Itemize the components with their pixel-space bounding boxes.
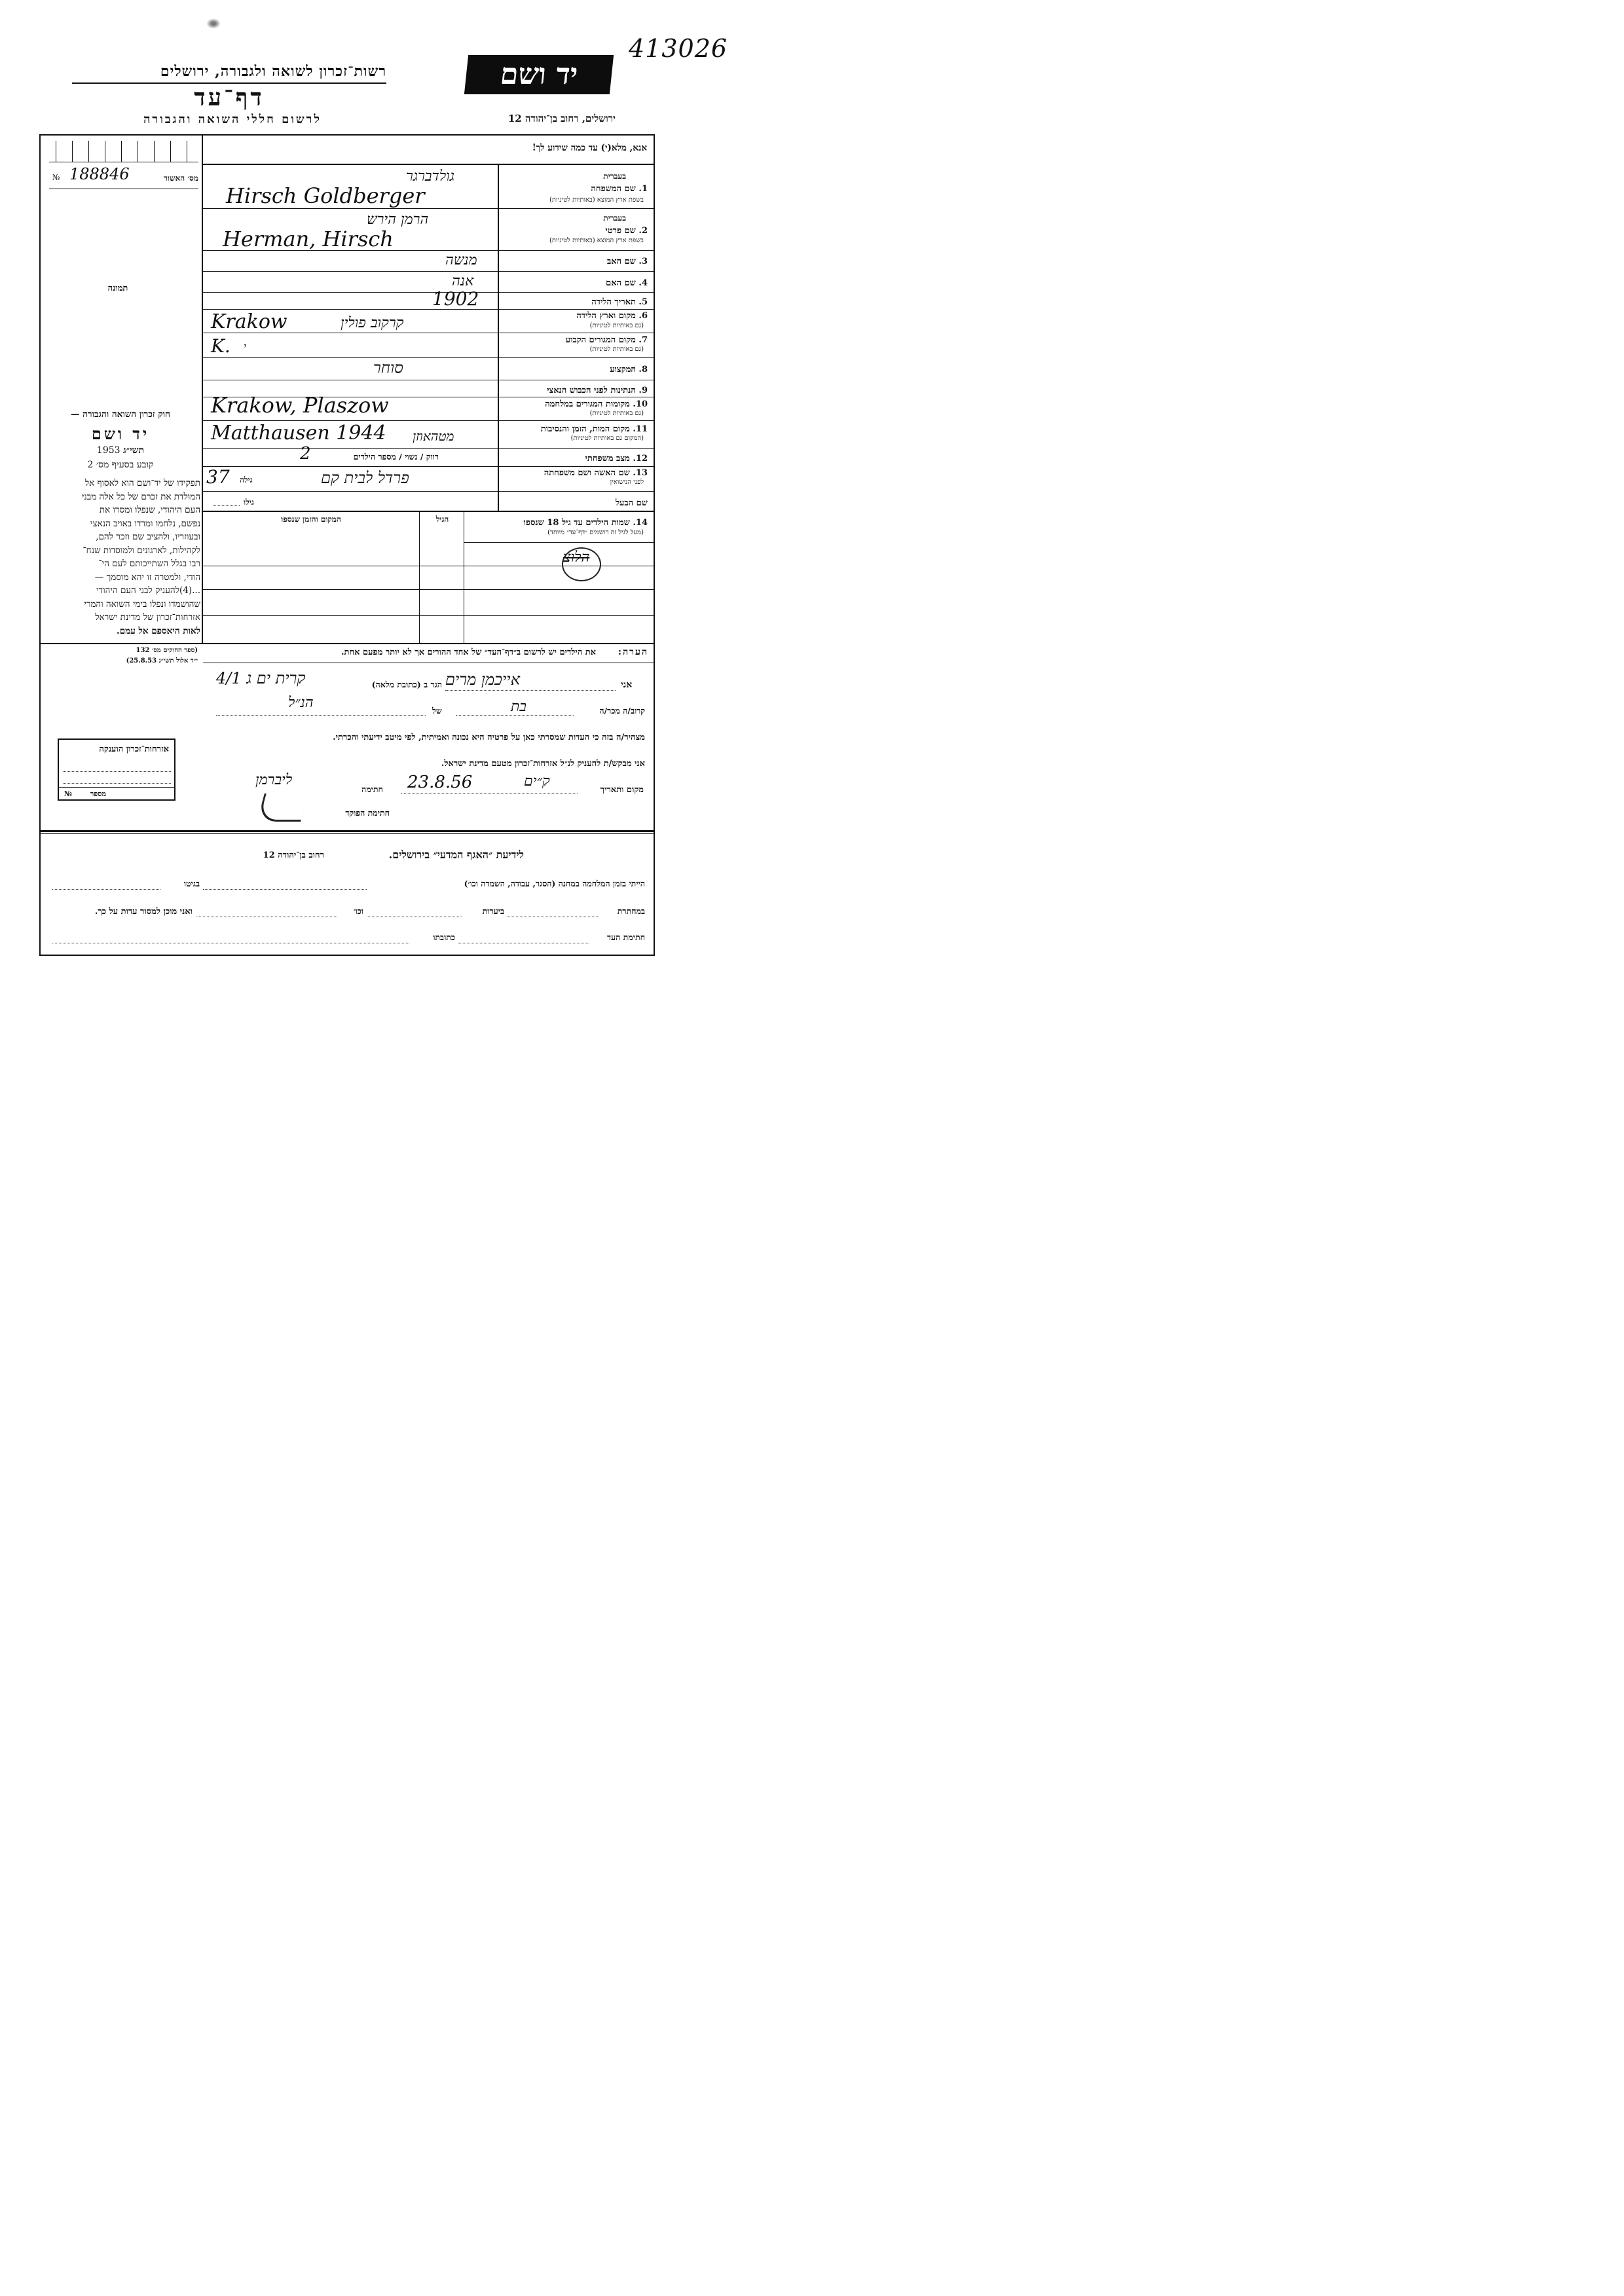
- f14-value[interactable]: הלוצ: [563, 549, 590, 566]
- f8-label-text: המקצוע: [610, 365, 636, 374]
- f3-num: 3.: [638, 257, 648, 266]
- declaration-text: מצהיר/ה בזה כי העדות שמסרתי כאן על פרטיה היא נכונה ואמיתית, לפי מיטב ידיעתי והכרתי.: [333, 733, 645, 742]
- f14-scribble: [562, 547, 601, 581]
- husband-age-line: [213, 505, 240, 506]
- f14-num: 14.: [633, 518, 648, 528]
- of-label: של: [432, 706, 442, 716]
- f14-col-place: המקום והזמן שנספו: [281, 515, 341, 524]
- f14-label-text: שמות הילדים עד גיל 18 שנספו: [523, 518, 630, 528]
- law-title: חוק זכרון השואה והגבורה —: [70, 409, 171, 420]
- f7-label-text: מקום המגורים הקבוע: [565, 335, 636, 345]
- row-rule: [203, 448, 655, 449]
- law-line: המולדת את זכרם של כל אלה מבני: [81, 491, 200, 502]
- relation-label: קרוב/ה מכר/ה: [599, 706, 645, 716]
- form-subtitle: לרשום חללי השואה והגבורה: [143, 113, 322, 126]
- f5-num: 5.: [638, 297, 648, 307]
- footer-camp-line: [203, 889, 367, 890]
- f11-value-heb[interactable]: מטהאוזן: [413, 428, 454, 444]
- f7-label: [566, 335, 648, 345]
- intro-rule: [202, 164, 655, 165]
- signature-value[interactable]: ליברמן: [255, 772, 293, 788]
- f9-num: 9.: [638, 386, 648, 395]
- law-year-heb: תשי״ג: [123, 445, 145, 456]
- f2-value-lat[interactable]: Herman, Hirsch: [223, 227, 394, 251]
- law-line: שהושמדו ונפלו בימי השואה והמרי: [84, 598, 200, 610]
- footer-line2-d: ואני מוכן למסור עדות על כך.: [94, 907, 193, 917]
- f4-label-text: שם האם: [606, 278, 636, 288]
- archive-number: 413026: [629, 34, 728, 63]
- ticks-row: [49, 141, 198, 162]
- f6-label-text: מקום וארץ הלידה: [576, 311, 636, 321]
- law-ref-1: (ספר החוקים מס׳ 132: [136, 647, 198, 654]
- citizenship-line: [63, 771, 171, 772]
- f12-value[interactable]: 2: [300, 444, 311, 464]
- f2-label: [605, 225, 648, 236]
- f12-options: רווק / נשוי / מספר הילדים: [353, 452, 439, 462]
- f6-value-heb[interactable]: קרקוב פולין: [341, 315, 404, 331]
- approval-number: 188846: [69, 165, 130, 183]
- law-line: ...(4)להעניק לבני העם היהודי: [96, 585, 200, 596]
- of-value[interactable]: הנ״ל: [288, 695, 314, 711]
- official-label: חתימת הפוקד: [345, 808, 390, 818]
- row-rule: [203, 357, 655, 358]
- citizenship-number-rule: [59, 787, 174, 788]
- footer-line1-a: הייתי בזמן המלחמה במחנה (הסגר, עבודה, השמדה וכו׳): [464, 879, 645, 888]
- note-rule-top: [41, 643, 655, 644]
- f6-num: 6.: [638, 311, 648, 321]
- f8-label: [610, 364, 648, 374]
- f1-label-text: שם המשפחה: [591, 184, 636, 194]
- f8-value[interactable]: סוחר: [373, 359, 403, 377]
- f9-label: [547, 385, 648, 395]
- f2-label-text: שם פרטי: [605, 226, 636, 236]
- footer-line2-b: ביערות: [482, 906, 504, 916]
- note-text: את הילדים יש לרשום ב״דף־העד״ של אחד ההורים אך לא יותר מפעם אחת.: [341, 647, 596, 657]
- row-rule: [203, 292, 655, 293]
- f7-sub: (גם באותיות לטיניות): [589, 346, 644, 353]
- f1-value-lat[interactable]: Hirsch Goldberger: [226, 183, 425, 208]
- f13-value[interactable]: פרדל לבית קם: [321, 469, 409, 487]
- authority-heading: רשות־זכרון לשואה ולגבורה, ירושלים: [160, 63, 386, 80]
- citizenship-box: [58, 738, 175, 801]
- labels-divider: [498, 165, 499, 511]
- footer-line2-a: במחתרת: [617, 906, 645, 916]
- f10-value[interactable]: Krakow, Plaszow: [211, 393, 389, 418]
- f14-col-age: הגיל: [435, 515, 449, 524]
- f13-label: [544, 467, 648, 478]
- f13-age[interactable]: 37: [206, 466, 230, 488]
- of-line: [216, 715, 426, 716]
- law-ref-2: י״ד אלול תשי״ג 25.8.53): [126, 657, 198, 665]
- relation-value[interactable]: בת: [511, 699, 527, 715]
- place-value[interactable]: ק״ים: [524, 773, 550, 790]
- citizenship-number-label: מספר: [90, 790, 106, 798]
- yad-vashem-logo: יד ושם: [464, 55, 614, 94]
- f6-label: [576, 310, 648, 321]
- law-line: העם היהודי, שנפלו ומסרו את: [99, 505, 200, 515]
- footer-rule: [41, 830, 655, 832]
- form-title: דף־עד: [194, 84, 265, 111]
- f1-sub: בשפת ארץ המוצא (באותיות לטיניות): [549, 196, 644, 204]
- f1-label: [591, 183, 648, 194]
- f2-heb-label: בעברית: [603, 213, 626, 223]
- f11-label-text: מקום המות, הזמן והנסיבות: [540, 424, 630, 434]
- law-year: 1953: [96, 445, 120, 456]
- f7-value-heb[interactable]: י: [244, 340, 247, 353]
- f5-value[interactable]: 1902: [432, 288, 479, 310]
- f3-value[interactable]: מנשה: [445, 252, 477, 268]
- f11-label: [541, 424, 648, 434]
- footer-rule-thin: [41, 833, 655, 834]
- f4-num: 4.: [638, 278, 648, 288]
- law-name: יד ושם: [91, 424, 150, 443]
- declarant-name-line: [445, 690, 616, 691]
- f9-label-text: הנתינות לפני הכבוש הנאצי: [547, 386, 636, 395]
- footer-line3-a: חתימת העד: [607, 932, 645, 942]
- f14-col-divider: [419, 512, 420, 643]
- f6-sub: (גם באותיות לטיניות): [589, 322, 644, 329]
- f14-sub: (מעל לגיל זה רושמים ״דף־עד״ מיוחד): [547, 529, 644, 536]
- law-text: [43, 477, 200, 638]
- f4-value[interactable]: אנה: [452, 273, 474, 289]
- f7-value-lat[interactable]: K.: [211, 335, 231, 357]
- footer-line3-b: כתובתו: [433, 932, 455, 942]
- f14-header-rule: [464, 542, 655, 543]
- f5-label-text: תאריך הלידה: [591, 297, 636, 307]
- signature-label: חתימה: [361, 784, 383, 794]
- declarant-address-label: הגר ב (כתובת מלאה): [371, 680, 442, 689]
- f13-num: 13.: [633, 468, 648, 478]
- f3-label-text: שם האב: [606, 257, 636, 266]
- f12-label-text: מצב משפחתי: [585, 454, 630, 464]
- footer-address: רחוב בן־יהודה 12: [263, 850, 324, 860]
- footer-line2-c: וכו׳: [353, 906, 363, 916]
- law-line: לקהילות, לארגונים ולמוסדות שנח־: [83, 545, 200, 556]
- f2-num: 2.: [638, 226, 648, 236]
- citizenship-number-symbol: №: [64, 790, 72, 798]
- f12-num: 12.: [633, 454, 648, 464]
- husband-age-label: גילו: [244, 498, 254, 507]
- f10-label-text: מקומות המגורים במלחמה: [545, 399, 630, 409]
- f10-num: 10.: [633, 399, 648, 409]
- request-text: אני מבקש/ת להעניק לנ״ל אזרחות־זכרון מטעם מדינת ישראל.: [441, 759, 645, 769]
- f2-sub: בשפת ארץ המוצא (באותיות לטיניות): [549, 237, 644, 244]
- f14-label: [524, 517, 648, 528]
- law-section: קובע בסעיף מס׳ 2: [87, 460, 154, 470]
- footer-line1-b: בגיטו: [183, 879, 200, 888]
- row-rule: [203, 309, 655, 310]
- f10-sub: (גם באותיות לטיניות): [589, 410, 644, 417]
- law-line: תפקידו של יד־ושם הוא לאסוף אל: [84, 478, 200, 488]
- declarant-name[interactable]: אייכמן מרים: [445, 670, 520, 689]
- law-line: הודי, ולמטרה זו יהא מוסמך —: [94, 572, 200, 583]
- approval-symbol: №: [52, 173, 60, 182]
- f1-value-heb[interactable]: גולדברגר: [406, 168, 455, 185]
- law-line: לאות היאספם אל עמם.: [117, 625, 200, 636]
- f14-row-rule: [203, 615, 655, 616]
- footer-title: לידיעת ״האגף המדעי״ בירושלים.: [388, 848, 524, 861]
- f11-num: 11.: [633, 424, 648, 434]
- f13-label-text: שם האשה ושם משפחתה: [544, 468, 630, 478]
- f12-label: [585, 453, 648, 464]
- f14-row-rule: [203, 589, 655, 590]
- law-year-line: [43, 445, 198, 456]
- footer-ghetto-line: [52, 889, 160, 890]
- relation-line: [456, 715, 574, 716]
- row-rule: [203, 271, 655, 272]
- f7-num: 7.: [638, 335, 648, 345]
- f11-value-lat[interactable]: Matthausen 1944: [211, 422, 386, 445]
- intro-text: אנא, מלא(י) עד כמה שידוע לך!: [532, 143, 647, 153]
- f1-heb-label: בעברית: [603, 172, 626, 181]
- husband-label: שם הבעל: [615, 498, 648, 508]
- header-address: ירושלים, רחוב בן־יהודה 12: [507, 113, 616, 124]
- law-line: רבו בגלל השתייכותם לעם הי־: [98, 558, 200, 569]
- note-label: הערה:: [618, 647, 648, 657]
- row-rule: [203, 491, 655, 492]
- row-rule: [203, 511, 655, 512]
- declarant-address[interactable]: קרית ים ג 4/1: [216, 669, 306, 687]
- citizenship-line: [63, 783, 171, 784]
- f8-num: 8.: [638, 365, 648, 374]
- law-line: אזרחות־זכרון של מדינת ישראל: [95, 612, 200, 623]
- row-rule: [203, 420, 655, 421]
- place-date-label: מקום ותאריך: [600, 785, 644, 795]
- row-rule: [203, 208, 655, 209]
- left-panel-divider: [202, 136, 203, 643]
- f1-num: 1.: [638, 184, 648, 194]
- photo-label: תמונה: [107, 283, 128, 293]
- approval-label: מס׳ האשור: [164, 173, 198, 183]
- f4-label: [606, 278, 648, 288]
- f10-label: [545, 399, 648, 409]
- citizenship-box-title: אזרחות־זכרון הוענקה: [99, 744, 169, 754]
- f11-sub: (המקום גם באותיות לטיניות): [570, 435, 644, 442]
- f2-value-heb[interactable]: הרמן הירש: [367, 211, 429, 228]
- f13-age-label: גילה: [240, 475, 253, 484]
- law-line: נפשם, נלחמו ומרדו באויב הנאצי: [90, 518, 200, 529]
- place-date-line: [401, 793, 578, 794]
- f5-label: [591, 297, 648, 307]
- f13-sub: לפני הנישואין: [610, 479, 644, 486]
- f3-label: [607, 256, 648, 266]
- declarant-i-label: אני: [621, 680, 633, 690]
- f6-value-lat[interactable]: Krakow: [211, 310, 287, 333]
- date-value[interactable]: 23.8.56: [407, 773, 473, 792]
- scan-speck: [206, 18, 221, 29]
- law-line: ובעוזריו, ולהציב שם וזכר להם,: [96, 532, 200, 542]
- row-rule: [203, 466, 655, 467]
